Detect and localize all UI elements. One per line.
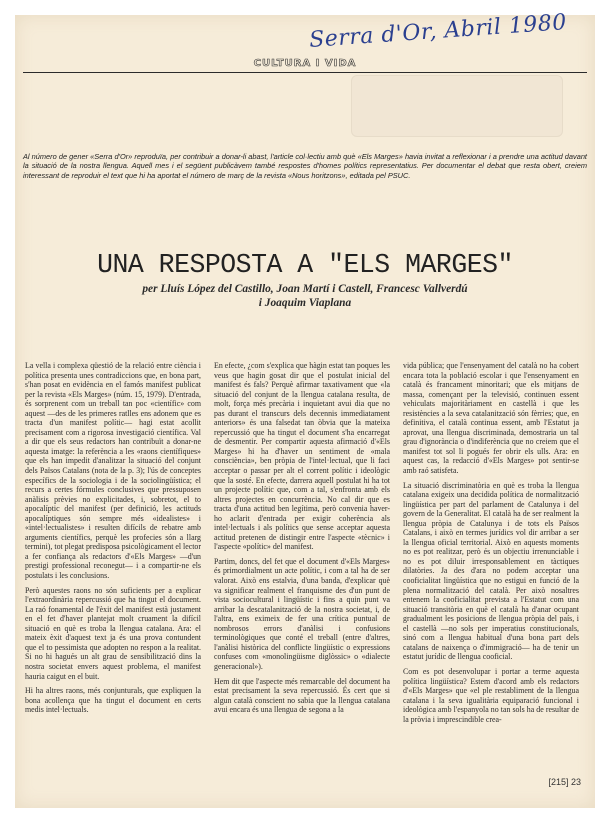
column-3 bbox=[403, 361, 579, 729]
magazine-page bbox=[15, 10, 595, 808]
article-body bbox=[25, 361, 589, 771]
page-number: [215] 23 bbox=[548, 777, 581, 787]
intro-paragraph: Al número de gener «Serra d'Or» reproduïa, per contribuir a donar-li abast, l'article col·lectiu amb què «Els Marges» havia invitat a reflexionar i a prendre una actitud davant la situació de la nostra llengua. Aquell mes i el següent publicàvem també respostes d'homes polítics representatius. Per documentar el debat que resta obert, creiem interessant de reproduir el text que hi ha aportat el número de març de la revista «Nous horitzons», editada pel PSUC. bbox=[23, 152, 587, 180]
paragraph: Partim, doncs, del fet que el document d'«Els Marges» és primordialment un acte polític, i com a tal ha de ser valorat. Això ens estalvia, d'una banda, d'explicar què va significar realment el franquisme des d'un punt de vista sociocultural i lingüístic i fins a quin punt va arribar la descatalanització de la nostra societat, i, de l'altra, ens eximeix de fer una crítica puntual de nombrosos errors d'anàlisi i confusions terminològiques que conté el treball (entre d'altres, l'anàlisi històrica del conflicte lingüístic o expressions confuses com «monolingüisme diglòssic» o «dialecte generacional»). bbox=[214, 556, 390, 671]
paragraph: Hi ha altres raons, més conjunturals, que expliquen la bona acollença que ha tingut el document en certs medis intel·lectuals. bbox=[25, 686, 201, 715]
handwritten-annotation: Serra d'Or, Abril 1980 bbox=[308, 10, 568, 53]
byline-line-1: per Lluís López del Castillo, Joan Martí i Castell, Francesc Vallverdú bbox=[142, 283, 468, 295]
article-title: UNA RESPOSTA A "ELS MARGES" bbox=[97, 250, 513, 280]
paragraph: vida pública; que l'ensenyament del català no ha cobert encara tota la població escolar i que l'ensenyament en català és francament minoritari; que els mitjans de massa, començant per la televisió, continuen essent vehiculats majoritàriament en castellà i que les resistències a la seva catalanització són fèrries; que, en definitiva, el català continua essent, amb l'Estatut ja aprovat, una llengua discriminada, demostraria un tal grau d'ignorància o d'indiferència que no creiem que el manifest tot sol li pogués fer obrir els ulls. Ara: en aquest cas, la redacció d'«Els Marges» pot sentir-se amb raó satisfeta. bbox=[403, 361, 579, 476]
column-2 bbox=[214, 361, 390, 720]
section-header: CULTURA I VIDA bbox=[253, 58, 357, 69]
paragraph: Com es pot desenvolupar i portar a terme aquesta política lingüística? Estem d'acord amb els redactors d'«Els Marges» que «el ple restabliment de la llengua catalana i la seva igualitària equiparació funcional i ideològica amb l'espanyola no tan sols ha de resultar de la pròvia i imprescindible crea- bbox=[403, 666, 579, 724]
column-1 bbox=[25, 361, 201, 720]
byline bbox=[15, 282, 595, 310]
paragraph: La vella i complexa qüestió de la relació entre ciència i política presenta unes contradiccions que, en bona part, s'han posat en evidència en el famós manifest publicat per la revista «Els Marges» (núm. 15, 1979). D'entrada, és sorprenent com un treball tan poc «científic» com aquest —des de les primeres ratlles ens adonem que es tracta d'un manifest polític— hagi estat acollit precisament com a rigorosa investigació científica. Val a dir que els seus redactors han contribuït a donar-ne aquesta imatge: la referència a les «raons científiques» que els han impedit d'analitzar la situació del conjunt dels Països Catalans (nota de la p. 3); l'ús de conceptes específics de la sociologia i de la sociolingüística; el recurs a certes fórmules conclusives que pressuposen anàlisis prèvies no explicitades, i, sobretot, el to apocalíptic del manifest (per definició, les actituds apocalíptiques són sempre més «idealistes» i «intel·lectualistes» i resulten difícils de rebatre amb arguments científics, perquè les profecies són a llarg termini), tot plegat predisposa psicològicament el lector a fer confiança als redactors d'«Els Marges» —d'un prestigi professional reconegut— i a compartir-ne els postulats i les conclusions. bbox=[25, 361, 201, 581]
paragraph: Però aquestes raons no són suficients per a explicar l'extraordinària repercussió que ha tingut el document. La raó fonamental de l'èxit del manifest està justament en el fet d'haver plantejat molt cruament la difícil situació en què es troba la llengua catalana. Ara: el mateix èxit d'aquest text ja és una prova contundent que el to pessimista que adopten no respon a la realitat. Si no hi hagués un alt grau de sensibilització dins la nostra societat envers aquest problema, el manifest hauria caigut en el buit. bbox=[25, 585, 201, 681]
byline-line-2: i Joaquim Viaplana bbox=[258, 297, 352, 309]
paragraph: En efecte, ¿com s'explica que hàgin estat tan poques les veus que hagin gosat dir que el postulat inicial del manifest és fals? Perquè afirmar taxativament que «la situació del conjunt de la llengua catalana resulta, de molt, força més precària i inquietant avui dia que no pas durant el transcurs dels decennis immediatament anteriors» és una falsedat tan òbvia que la mateixa repercussió que ha tingut el document s'ha encarregat de desmentir. Per compartir aquesta afirmació d'«Els Marges» hi ha d'haver un sentiment de «mala consciència», ben pròpia de l'intel·lectual, que li faci acceptar o passar per alt el corrent polític i ideològic que la sosté. En efecte, darrera aquell postulat hi ha tot un projecte polític que, com a tal, s'enfronta amb els altres projectes en concurrència. No cal dir que es tracta d'una actitud ben legítima, però convenia haver-ho aclarit d'entrada per exigir coherència als intel·lectuals i als polítics que sense acceptar aquesta actitud pretenen de distingir entre l'aspecte «tècnic» i l'aspecte «polític» del manifest. bbox=[214, 361, 390, 552]
paragraph: La situació discriminatòria en què es troba la llengua catalana exigeix una decidida política de normalització lingüística per part del parlament de Catalunya i del govern de la Generalitat. El català ha de ser realment la llengua pròpia de Catalunya i de tots els Països Catalans, i això en termes jurídics vol dir arribar a ser la llengua oficial territorial. Això en aquests moments no es pot realitzar, però és un objectiu irrenunciable i no es pot diluir irresponsablement en tàctiques dilatòries. Ja des d'ara no podem acceptar una cooficialitat lingüística que no estigui en funció de la plena normalització del català. Per això nosaltres entenem la cooficialitat prevista a l'Estatut com una situació transitòria en què el català ha d'anar ocupant gradualment les posicions de llengua pròpia del país, i el castellà —no sols per imperatius constitucionals, sinó com a llengua habitual d'una bona part dels catalans de naixença o d'immigració— ha de tenir un estatut jurídic de llengua cooficial. bbox=[403, 480, 579, 662]
header-rule bbox=[23, 72, 587, 73]
paragraph: Hem dit que l'aspecte més remarcable del document ha estat precisament la seva repercussió. És cert que si algun català conscient no sabia que la llengua catalana avui encara és una llengua de segona a la bbox=[214, 676, 390, 715]
show-through-shadow bbox=[351, 75, 563, 137]
